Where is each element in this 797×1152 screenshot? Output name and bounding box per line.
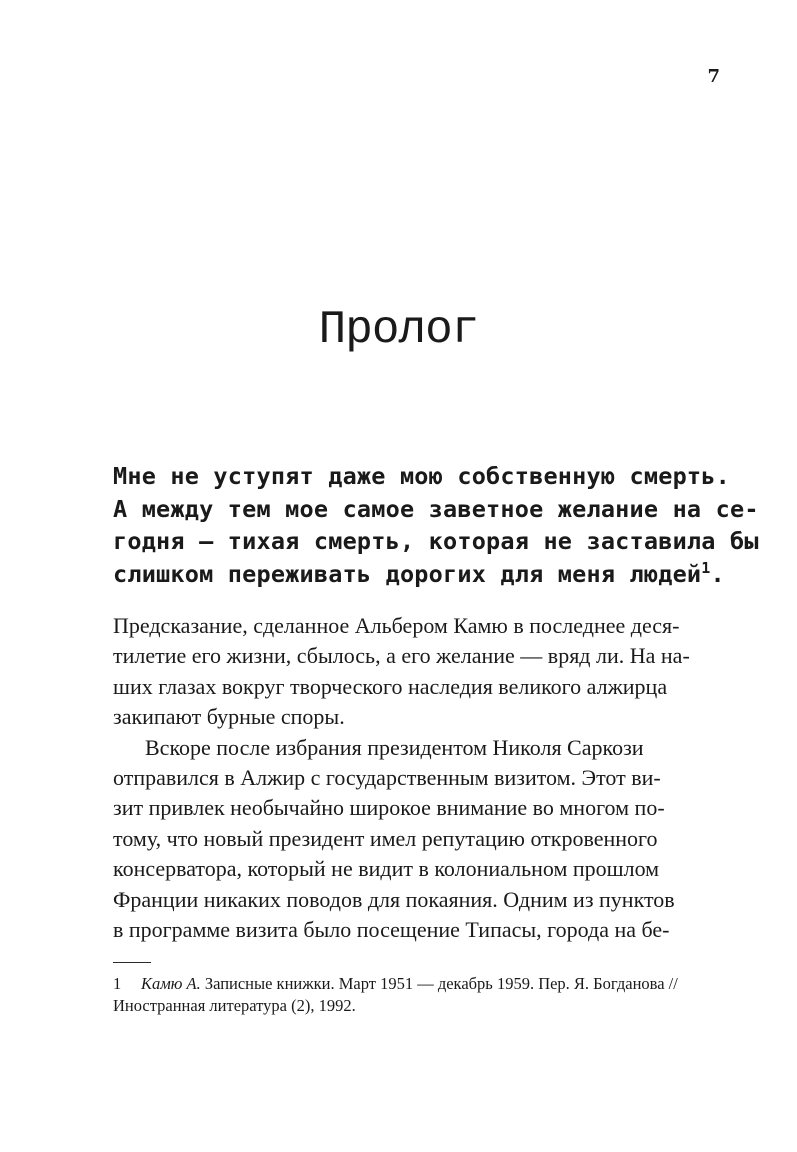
paragraph-line: консерватора, который не видит в колониальном прошлом [113, 856, 660, 882]
footnote [113, 973, 723, 1017]
footnote-reference[interactable]: 1 [701, 558, 711, 577]
footnote-citation: Записные книжки. Март 1951 — декабрь 1959. Пер. Я. Богданова // [200, 974, 678, 993]
paragraph-line: Франции никаких поводов для покаяния. Одним из пунктов [113, 886, 675, 912]
paragraph-line: зит привлек необычайно широкое внимание во многом по- [113, 795, 665, 821]
footnote-author: Камю А. [141, 974, 201, 993]
epigraph-line-text: слишком переживать дорогих для меня людей [113, 559, 702, 588]
epigraph-line: А между тем мое самое заветное желание на се- [113, 494, 759, 523]
paragraph-line: отправился в Алжир с государственным визитом. Этот ви- [113, 765, 661, 791]
paragraph-line: Вскоре после избрания президентом Николя Саркози [145, 734, 644, 760]
epigraph-line: годня – тихая смерть, которая не заставила бы [113, 527, 759, 555]
paragraph-line: в программе визита было посещение Типасы, города на бе- [113, 917, 670, 943]
body-text [113, 611, 723, 945]
epigraph-end-punct: . [710, 559, 725, 588]
page-number: 7 [707, 66, 720, 87]
paragraph-line: тому, что новый президент имел репутацию откровенного [113, 825, 658, 851]
footnote-divider [113, 962, 151, 963]
epigraph-line: Мне не уступят даже мою собственную смерть. [113, 462, 730, 490]
chapter-title: Пролог [318, 304, 479, 356]
paragraph-line: ших глазах вокруг творческого наследия великого алжирца [113, 673, 668, 699]
paragraph-line: Предсказание, сделанное Альбером Камю в последнее деся- [113, 613, 680, 638]
paragraph-line: тилетие его жизни, сбылось, а его желание — вряд ли. На на- [113, 643, 690, 669]
paragraph-line: закипают бурные споры. [113, 704, 345, 730]
footnote-line: Иностранная литература (2), 1992. [113, 996, 356, 1015]
epigraph [113, 460, 759, 590]
footnote-line [113, 973, 723, 995]
epigraph-last-line [113, 558, 733, 591]
footnote-number: 1 [113, 974, 122, 993]
